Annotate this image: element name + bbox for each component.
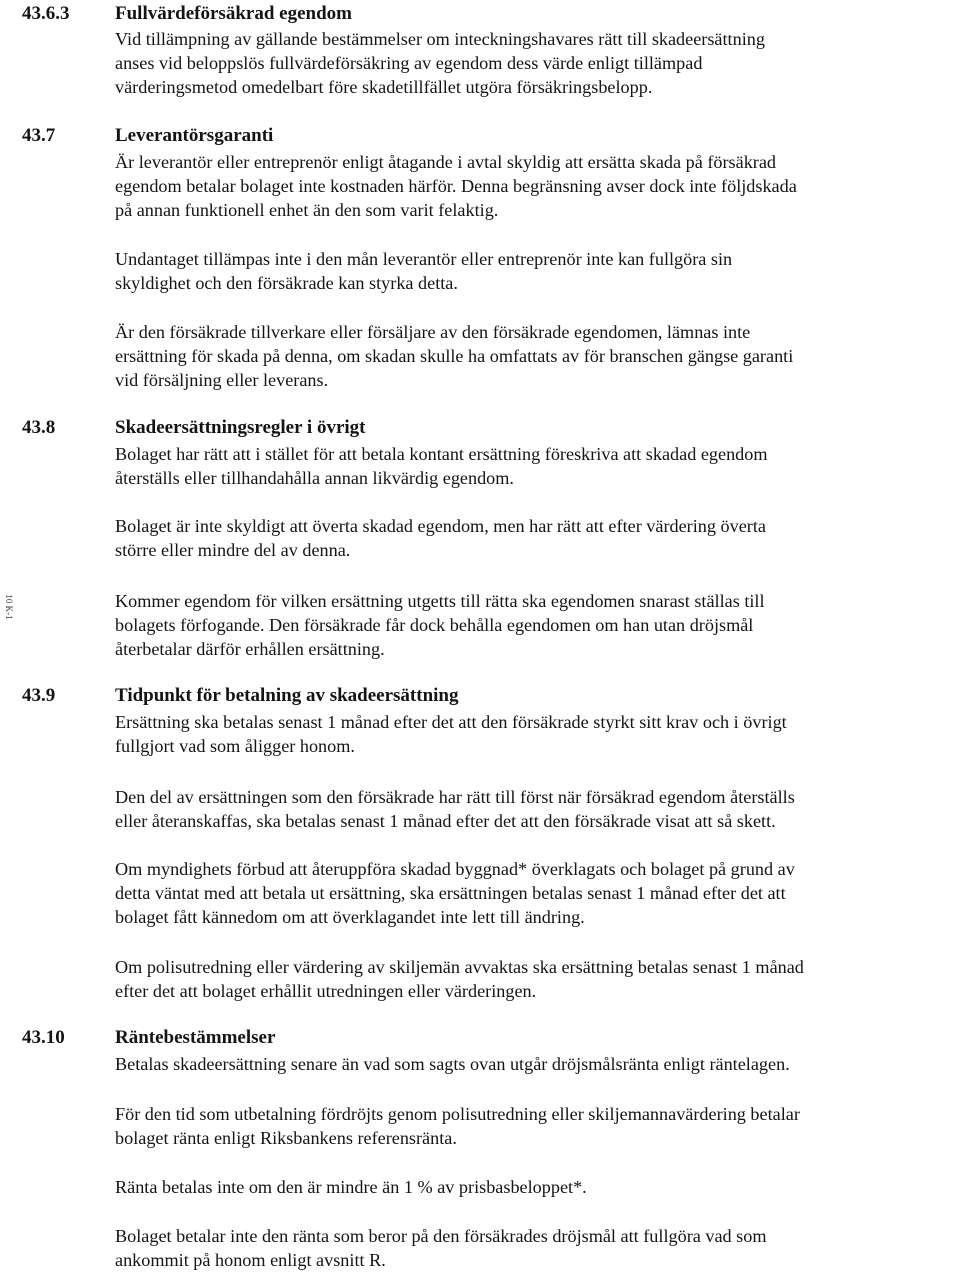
paragraph [115, 589, 960, 662]
text-line: vid försäljning eller leverans. [115, 370, 329, 391]
section-number: 43.7 [22, 125, 56, 146]
text-line: större eller mindre del av denna. [115, 540, 351, 561]
text-line: efter det att bolaget erhållit utredningen eller värderingen. [115, 981, 537, 1002]
text-line: fullgjort vad som åligger honom. [115, 736, 355, 757]
paragraph [115, 785, 960, 833]
text-line: återbetalar därför erhållen ersättning. [115, 639, 385, 660]
text-line: bolaget ränta enligt Riksbankens referensränta. [115, 1128, 457, 1149]
paragraph [115, 1052, 960, 1076]
text-line: återställs eller tillhandahålla annan likvärdig egendom. [115, 468, 514, 489]
paragraph [115, 857, 960, 930]
paragraph [115, 150, 960, 223]
text-line: Om polisutredning eller värdering av skiljemän avvaktas ska ersättning betalas senast 1 månad [115, 957, 804, 977]
text-line: ankommit på honom enligt avsnitt R. [115, 1250, 386, 1271]
text-line: egendom betalar bolaget inte kostnaden härför. Denna begränsning avser dock inte följdskada [115, 176, 797, 197]
paragraph [115, 320, 960, 393]
section-number: 43.8 [22, 417, 56, 438]
text-line: Den del av ersättningen som den försäkrade har rätt till först när försäkrad egendom återställs [115, 787, 795, 807]
text-line: För den tid som utbetalning fördröjts genom polisutredning eller skiljemannavärdering betalar [115, 1104, 800, 1124]
paragraph [115, 27, 960, 100]
paragraph [115, 955, 960, 1003]
paragraph [115, 247, 960, 295]
text-line: Är leverantör eller entreprenör enligt åtagande i avtal skyldig att ersätta skada på försäkrad [115, 152, 777, 172]
paragraph [115, 1224, 960, 1272]
text-line: eller återanskaffas, ska betalas senast 1 månad efter det att den försäkrade visat att så skett. [115, 811, 776, 832]
text-line: Vid tillämpning av gällande bestämmelser om inteckningshavares rätt till skadeersättning [115, 29, 765, 49]
text-line: Betalas skadeersättning senare än vad som sagts ovan utgår dröjsmålsränta enligt räntelagen. [115, 1054, 790, 1074]
text-line: Kommer egendom för vilken ersättning utgetts till rätta ska egendomen snarast ställas till [115, 591, 765, 611]
text-line: detta väntat med att betala ut ersättning, ska ersättningen betalas senast 1 månad efter det att [115, 883, 786, 904]
section-number: 43.10 [22, 1027, 65, 1048]
text-line: Undantaget tillämpas inte i den mån leverantör eller entreprenör inte kan fullgöra sin [115, 249, 733, 269]
section-number: 43.9 [22, 685, 56, 706]
text-line: värderingsmetod omedelbart före skadetillfället utgöra försäkringsbelopp. [115, 77, 653, 98]
text-line: skyldighet och den försäkrade kan styrka detta. [115, 273, 458, 294]
text-line: Ersättning ska betalas senast 1 månad efter det att den försäkrade styrkt sitt krav och i övrigt [115, 712, 787, 732]
text-line: ersättning för skada på denna, om skadan skulle ha omfattats av för branschen gängse garanti [115, 346, 794, 367]
text-line: Bolaget är inte skyldigt att överta skadad egendom, men har rätt att efter värdering överta [115, 516, 766, 536]
section-title: Tidpunkt för betalning av skadeersättning [115, 685, 459, 706]
section-title: Skadeersättningsregler i övrigt [115, 417, 366, 438]
section-title: Räntebestämmelser [115, 1027, 276, 1048]
paragraph [115, 514, 960, 562]
paragraph [115, 1102, 960, 1150]
paragraph [115, 442, 960, 490]
text-line: Är den försäkrade tillverkare eller försäljare av den försäkrade egendomen, lämnas inte [115, 322, 751, 342]
paragraph [115, 1175, 960, 1199]
paragraph [115, 710, 960, 758]
text-line: på annan funktionell enhet än den som varit felaktig. [115, 200, 499, 221]
text-line: bolaget fått kännedom om att överklagandet inte lett till ändring. [115, 907, 585, 928]
side-margin-label: 10 K-1 [4, 594, 14, 620]
text-line: Ränta betalas inte om den är mindre än 1 % av prisbasbeloppet*. [115, 1177, 587, 1197]
text-line: Bolaget har rätt att i stället för att betala kontant ersättning föreskriva att skadad egendom [115, 444, 768, 464]
text-line: anses vid beloppslös fullvärdeförsäkring av egendom dess värde enligt tillämpad [115, 53, 703, 74]
section-title: Fullvärdeförsäkrad egendom [115, 3, 352, 24]
section-title: Leverantörsgaranti [115, 125, 274, 146]
text-line: bolagets förfogande. Den försäkrade får dock behålla egendomen om han utan dröjsmål [115, 615, 754, 636]
text-line: Bolaget betalar inte den ränta som beror på den försäkrades dröjsmål att fullgöra vad som [115, 1226, 767, 1246]
section-number: 43.6.3 [22, 3, 70, 24]
text-line: Om myndighets förbud att återuppföra skadad byggnad* överklagats och bolaget på grund av [115, 859, 795, 879]
